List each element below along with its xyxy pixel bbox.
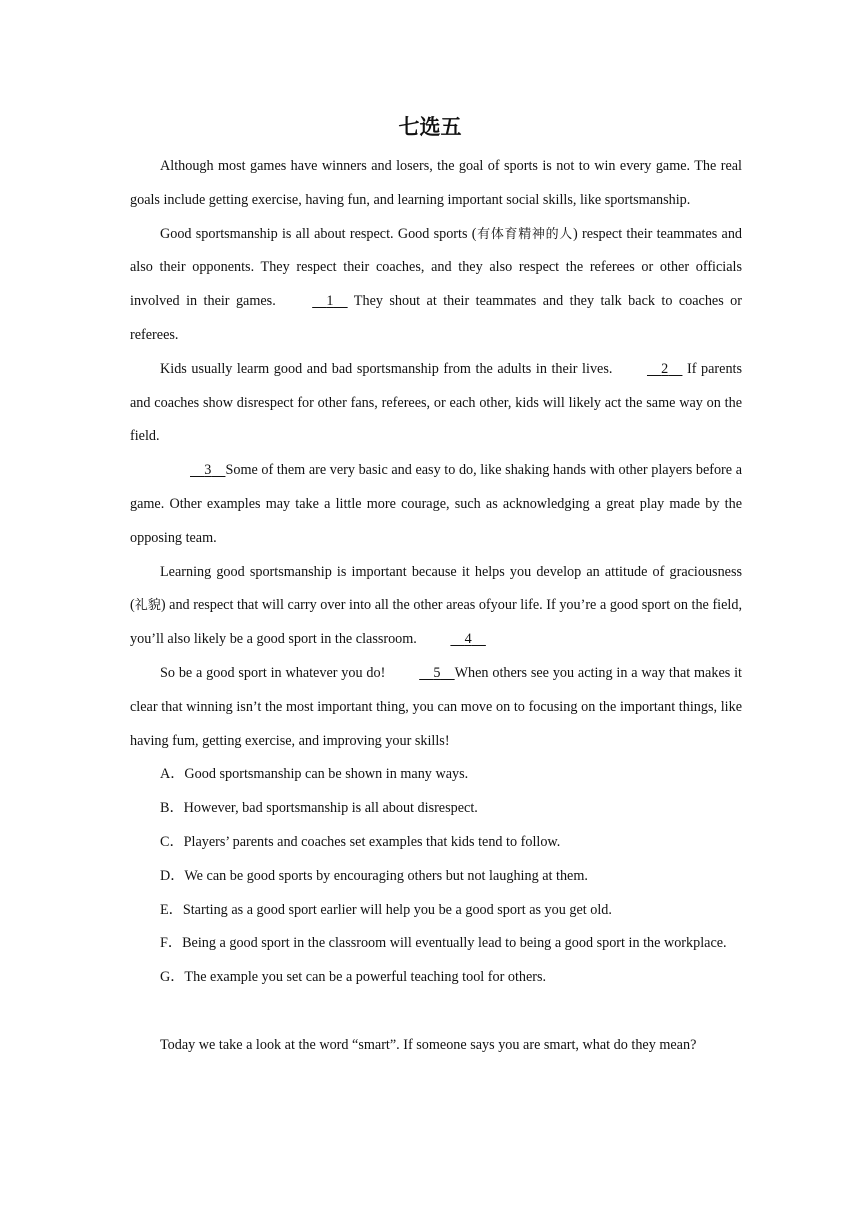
answer-options (130, 758, 742, 995)
paragraph-intro (130, 150, 742, 218)
paragraph-text: If parents and coaches show disrespect for other fans, referees, or each other, kids will likely act the same way on the field. (130, 360, 743, 445)
paragraph-text: Kids usually learm good and bad sportsmanship from the adults in their lives. (160, 360, 617, 377)
paragraph-text: Good sportsmanship is all about respect. Good sports ( (160, 225, 477, 242)
chinese-gloss: 礼貌 (134, 598, 161, 614)
option-e: E．Starting as a good sport earlier will help you be a good sport as you get old. (160, 901, 612, 918)
option-a: A．Good sportsmanship can be shown in many ways. (160, 766, 469, 783)
blank-number: 2 (661, 360, 669, 377)
page-title: 七选五 (398, 115, 462, 139)
option-d: D．We can be good sports by encouraging others but not laughing at them. (160, 867, 588, 884)
paragraph-text: ) respect their teammates and also their opponents. They respect their coaches, and they also respect the referees or other officials involved in their games. (130, 225, 743, 310)
paragraph-text: Some of them are very basic and easy to do, like shaking hands with other players before a game. Other examples may take a little more courage, such as acknowledging a great play made by the opposing team. (130, 462, 742, 546)
answer-blank-1[interactable] (282, 285, 347, 319)
paragraph-graciousness (130, 556, 742, 657)
option-c: C．Players’ parents and coaches set examples that kids tend to follow. (160, 833, 561, 850)
answer-blank-5[interactable] (389, 657, 454, 691)
answer-blank-2[interactable] (617, 353, 682, 387)
option-f: F．Being a good sport in the classroom will eventually lead to being a good sport in the workplace. (160, 935, 727, 952)
paragraph-text: Today we take a look at the word “smart”. If someone says you are smart, what do they mean? (160, 1036, 697, 1053)
blank-number: 4 (464, 631, 472, 648)
blank-number: 3 (204, 462, 212, 479)
paragraph-text: So be a good sport in whatever you do! (160, 664, 390, 681)
paragraph-text: ) and respect that will carry over into all the other areas ofyour life. If you’re a good sport on the field, you’ll also likely be a good sport in the classroom. (130, 597, 742, 648)
paragraph-conclusion (130, 657, 742, 758)
section-spacer (130, 995, 742, 1029)
option-g: G．The example you set can be a powerful teaching tool for others. (160, 969, 547, 986)
paragraph-adults (130, 353, 742, 454)
paragraph-text: Learning good sportsmanship is important because it helps you develop an attitude of graciousness ( (130, 563, 742, 614)
paragraph-respect (130, 218, 742, 353)
paragraph-text: Although most games have winners and losers, the goal of sports is not to win every game. The real goals include getting exercise, having fun, and learning important social skills, like sportsmanship. (130, 158, 742, 208)
next-passage-intro (130, 1029, 742, 1063)
paragraph-text: They shout at their teammates and they talk back to coaches or referees. (130, 293, 742, 343)
blank-number: 1 (326, 293, 334, 310)
answer-blank-3[interactable] (160, 454, 225, 488)
passage (130, 150, 742, 1063)
paragraph-text: When others see you acting in a way that makes it clear that winning isn’t the most important thing, you can move on to focusing on the important things, like having fum, getting exercise, and improving your skills! (130, 664, 742, 749)
answer-blank-4[interactable] (420, 623, 485, 657)
option-b: B．However, bad sportsmanship is all about disrespect. (160, 800, 478, 817)
blank-number: 5 (433, 664, 441, 681)
chinese-gloss: 有体育精神的人 (476, 226, 573, 242)
paragraph-examples (130, 454, 742, 555)
